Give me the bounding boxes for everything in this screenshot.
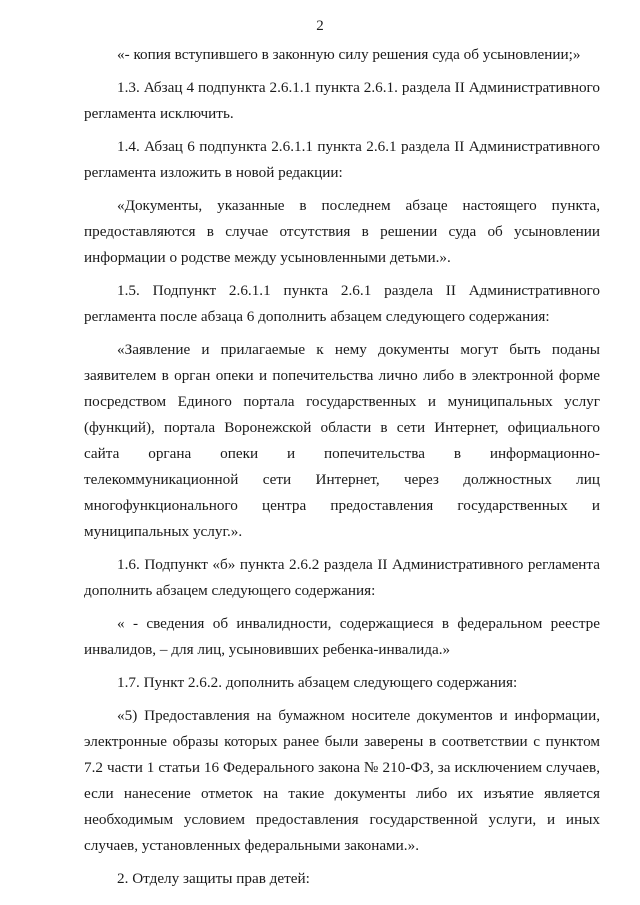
page-number: 2 bbox=[316, 18, 324, 34]
paragraph-1-5: 1.5. Подпункт 2.6.1.1 пункта 2.6.1 раздела II Административного регламента после абзаца 6 дополнить абзацем следующего содержания: bbox=[84, 282, 600, 325]
paragraph-1-5-quote: «Заявление и прилагаемые к нему документы могут быть поданы заявителем в орган опеки и попечительства лично либо в электронной форме посредством Единого портала государственных и муниципальных услуг (функций), портала Воронежской области в сети Интернет, официального сайта органа опеки и попечительства в информационно-телекоммуникационной сети Интернет, через должностных лиц многофункционального центра предоставления государственных и муниципальных услуг.». bbox=[84, 341, 600, 540]
paragraph-1-7-quote: «5) Предоставления на бумажном носителе документов и информации, электронные образы которых ранее были заверены в соответствии с пунктом 7.2 части 1 статьи 16 Федерального закона № 210-ФЗ, за исключением случаев, если нанесение отметок на такие документы либо их изъятие является необходимым условием предоставления государственной услуги, и иных случаев, установленных федеральными законами.». bbox=[84, 707, 600, 854]
paragraph-1-6-quote: « - сведения об инвалидности, содержащиеся в федеральном реестре инвалидов, – для лиц, усыновивших ребенка-инвалида.» bbox=[84, 615, 600, 658]
document-body bbox=[84, 42, 600, 899]
paragraph-1-7: 1.7. Пункт 2.6.2. дополнить абзацем следующего содержания: bbox=[117, 674, 518, 691]
paragraph-1-3: 1.3. Абзац 4 подпункта 2.6.1.1 пункта 2.6.1. раздела II Административного регламента исключить. bbox=[84, 79, 600, 122]
paragraph-1-6: 1.6. Подпункт «б» пункта 2.6.2 раздела II Административного регламента дополнить абзацем следующего содержания: bbox=[84, 556, 600, 599]
paragraph-court-decision-copy: «- копия вступившего в законную силу решения суда об усыновлении;» bbox=[117, 46, 581, 63]
paragraph-1-4: 1.4. Абзац 6 подпункта 2.6.1.1 пункта 2.6.1 раздела II Административного регламента изложить в новой редакции: bbox=[84, 138, 600, 181]
paragraph-2: 2. Отделу защиты прав детей: bbox=[117, 870, 310, 887]
paragraph-1-4-quote: «Документы, указанные в последнем абзаце настоящего пункта, предоставляются в случае отсутствия в решении суда об усыновлении информации о родстве между усыновленными детьми.». bbox=[84, 197, 600, 266]
